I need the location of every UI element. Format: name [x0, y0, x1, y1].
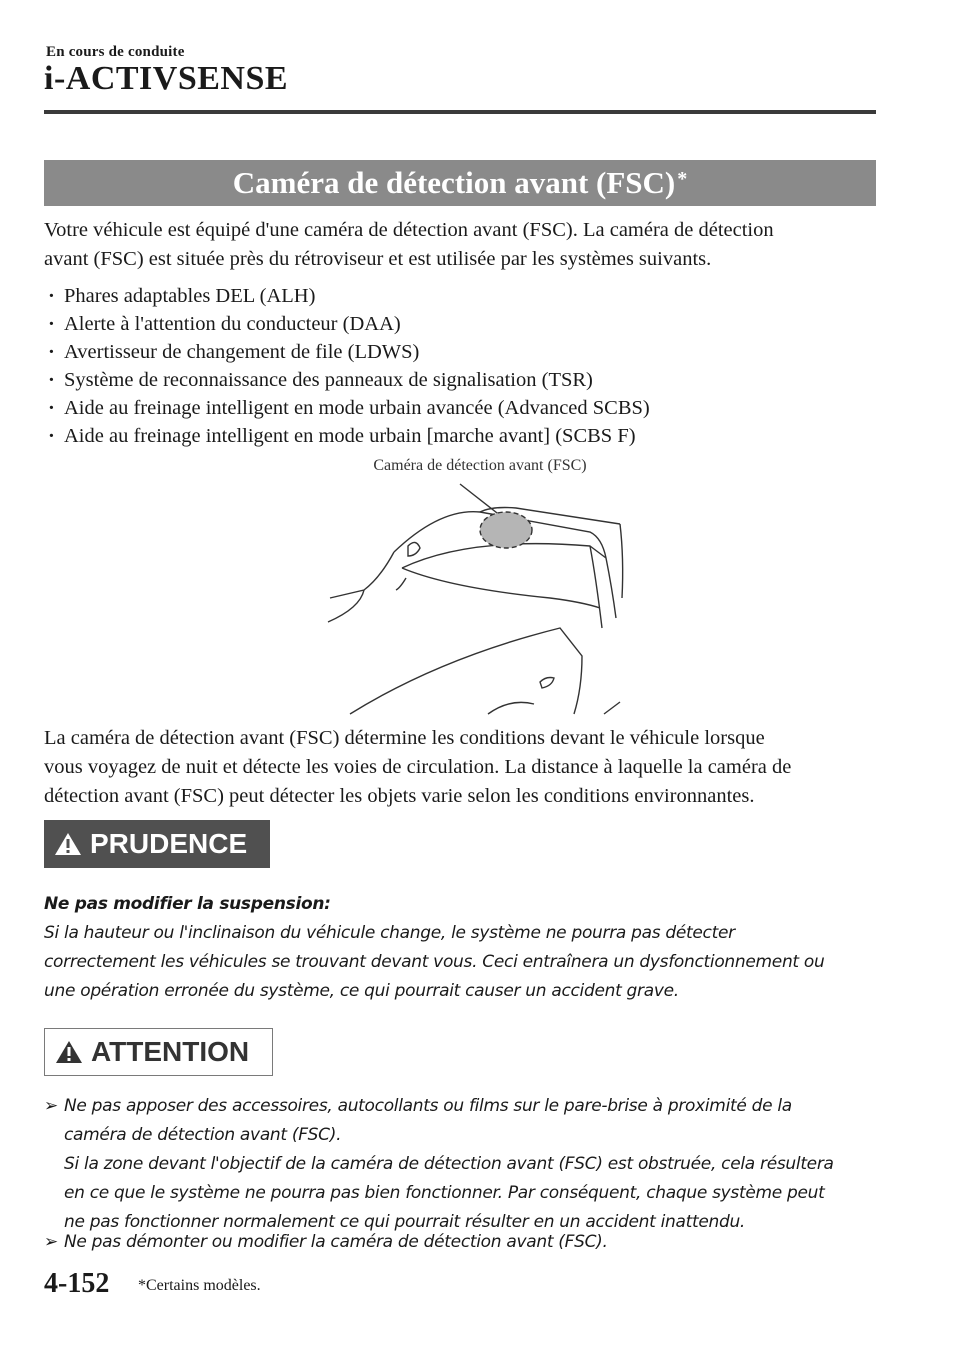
- attention-line: Ne pas démonter ou modifier la caméra de détection avant (FSC).: [64, 1232, 608, 1252]
- description-paragraph: [44, 724, 876, 811]
- arrow-bullet-icon: ➢: [44, 1232, 58, 1252]
- description-line: détection avant (FSC) peut détecter les objets varie selon les conditions environnantes.: [44, 785, 755, 807]
- description-line: vous voyagez de nuit et détecte les voies de circulation. La distance à laquelle la caméra de: [44, 756, 792, 778]
- page-title-bar: [44, 160, 876, 206]
- prudence-label: PRUDENCE: [90, 828, 248, 859]
- chapter-divider: [44, 110, 876, 114]
- attention-line: en ce que le système ne pourra pas bien fonctionner. Par conséquent, chaque système peut: [64, 1183, 825, 1203]
- section-label: En cours de conduite: [46, 44, 185, 60]
- prudence-line: Si la hauteur ou l'inclinaison du véhicule change, le système ne pourra pas détecter: [44, 923, 735, 943]
- prudence-line: correctement les véhicules se trouvant devant vous. Ceci entraînera un dysfonctionnement ou: [44, 952, 825, 972]
- chapter-title: i-ACTIVSENSE: [44, 60, 289, 97]
- attention-badge: [44, 1028, 273, 1076]
- list-item: · Avertisseur de changement de file (LDWS): [44, 338, 876, 366]
- figure-caption: Caméra de détection avant (FSC): [373, 457, 587, 474]
- arrow-bullet-icon: ➢: [44, 1096, 58, 1116]
- attention-line: caméra de détection avant (FSC).: [64, 1125, 342, 1145]
- footnote: *Certains modèles.: [138, 1277, 261, 1294]
- intro-line: Votre véhicule est équipé d'une caméra de détection avant (FSC). La caméra de détection: [44, 219, 774, 241]
- warning-triangle-icon: [55, 1039, 83, 1065]
- attention-line: Ne pas apposer des accessoires, autocollants ou films sur le pare-brise à proximité de la: [64, 1096, 792, 1116]
- prudence-badge: [44, 820, 270, 868]
- prudence-heading: Ne pas modifier la suspension:: [44, 894, 331, 914]
- attention-label: ATTENTION: [91, 1036, 250, 1067]
- intro-line: avant (FSC) est située près du rétroviseur et est utilisée par les systèmes suivants.: [44, 248, 712, 270]
- page-number: 4-152: [44, 1268, 110, 1299]
- hood-line: [330, 552, 394, 598]
- footnote-marker: *: [677, 167, 688, 190]
- list-item: · Phares adaptables DEL (ALH): [44, 282, 876, 310]
- prudence-body: [44, 890, 884, 1006]
- attention-item: [44, 1092, 884, 1237]
- list-item: · Alerte à l'attention du conducteur (DAA): [44, 310, 876, 338]
- intro-paragraph: [44, 216, 876, 274]
- mirror-shape: [408, 542, 420, 556]
- list-item: · Aide au freinage intelligent en mode urbain [marche avant] (SCBS F): [44, 422, 876, 450]
- list-item: · Aide au freinage intelligent en mode urbain avancée (Advanced SCBS): [44, 394, 876, 422]
- attention-line: Si la zone devant l'objectif de la caméra de détection avant (FSC) est obstruée, cela résultera: [64, 1154, 834, 1174]
- description-line: La caméra de détection avant (FSC) détermine les conditions devant le véhicule lorsque: [44, 727, 765, 749]
- camera-zone: [480, 512, 532, 548]
- prudence-line: une opération erronée du système, ce qui pourrait causer un accident grave.: [44, 981, 679, 1001]
- attention-item: [44, 1228, 884, 1257]
- attention-line: ne pas fonctionner normalement ce qui pourrait résulter en un accident inattendu.: [64, 1212, 746, 1232]
- systems-list: [44, 282, 876, 450]
- warning-triangle-icon: [54, 831, 82, 857]
- windshield-illustration: [320, 478, 640, 722]
- list-item: · Système de reconnaissance des panneaux de signalisation (TSR): [44, 366, 876, 394]
- page-title: Caméra de détection avant (FSC): [232, 165, 676, 200]
